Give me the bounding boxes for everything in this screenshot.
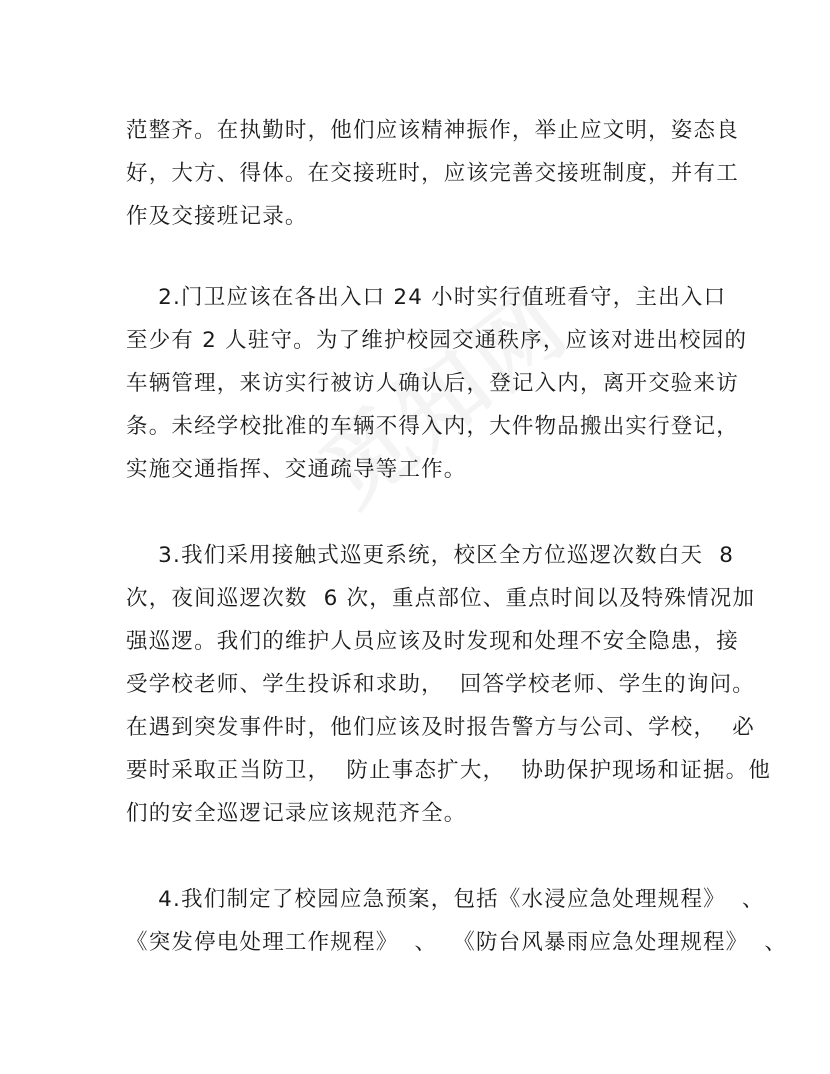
text-line: 条。未经学校批准的车辆不得入内，大件物品搬出实行登记， bbox=[126, 414, 739, 439]
text-line: 2.门卫应该在各出入口 24 小时实行值班看守，主出入口 bbox=[126, 285, 727, 310]
text-line: 范整齐。在执勤时，他们应该精神振作，举止应文明，姿态良 bbox=[126, 118, 739, 143]
text-line: 车辆管理，来访实行被访人确认后，登记入内，离开交验来访 bbox=[126, 371, 739, 396]
text-line: 至少有 2 人驻守。为了维护校园交通秩序，应该对进出校园的 bbox=[126, 328, 748, 353]
text-line: 要时采取正当防卫， 防止事态扩大， 协助保护现场和证据。他 bbox=[126, 758, 772, 783]
text-line: 实施交通指挥、交通疏导等工作。 bbox=[126, 457, 467, 482]
text-line: 强巡逻。我们的维护人员应该及时发现和处理不安全隐患，接 bbox=[126, 629, 739, 654]
text-line: 在遇到突发事件时，他们应该及时报告警方与公司、学校， 必 bbox=[126, 715, 755, 740]
text-line: 受学校老师、学生投诉和求助， 回答学校老师、学生的询问。 bbox=[126, 672, 755, 697]
text-line: 们的安全巡逻记录应该规范齐全。 bbox=[126, 801, 467, 826]
text-line: 作及交接班记录。 bbox=[126, 204, 308, 229]
text-line: 好，大方、得体。在交接班时，应该完善交接班制度，并有工 bbox=[126, 161, 739, 186]
text-line: 3.我们采用接触式巡更系统，校区全方位巡逻次数白天 8 bbox=[126, 543, 735, 568]
text-line: 次，夜间巡逻次数 6 次，重点部位、重点时间以及特殊情况加 bbox=[126, 586, 756, 611]
text-line: 《突发停电处理工作规程》 、 《防台风暴雨应急处理规程》 、 bbox=[126, 930, 788, 955]
text-line: 4.我们制定了校园应急预案，包括《水浸应急处理规程》 、 bbox=[126, 887, 765, 912]
